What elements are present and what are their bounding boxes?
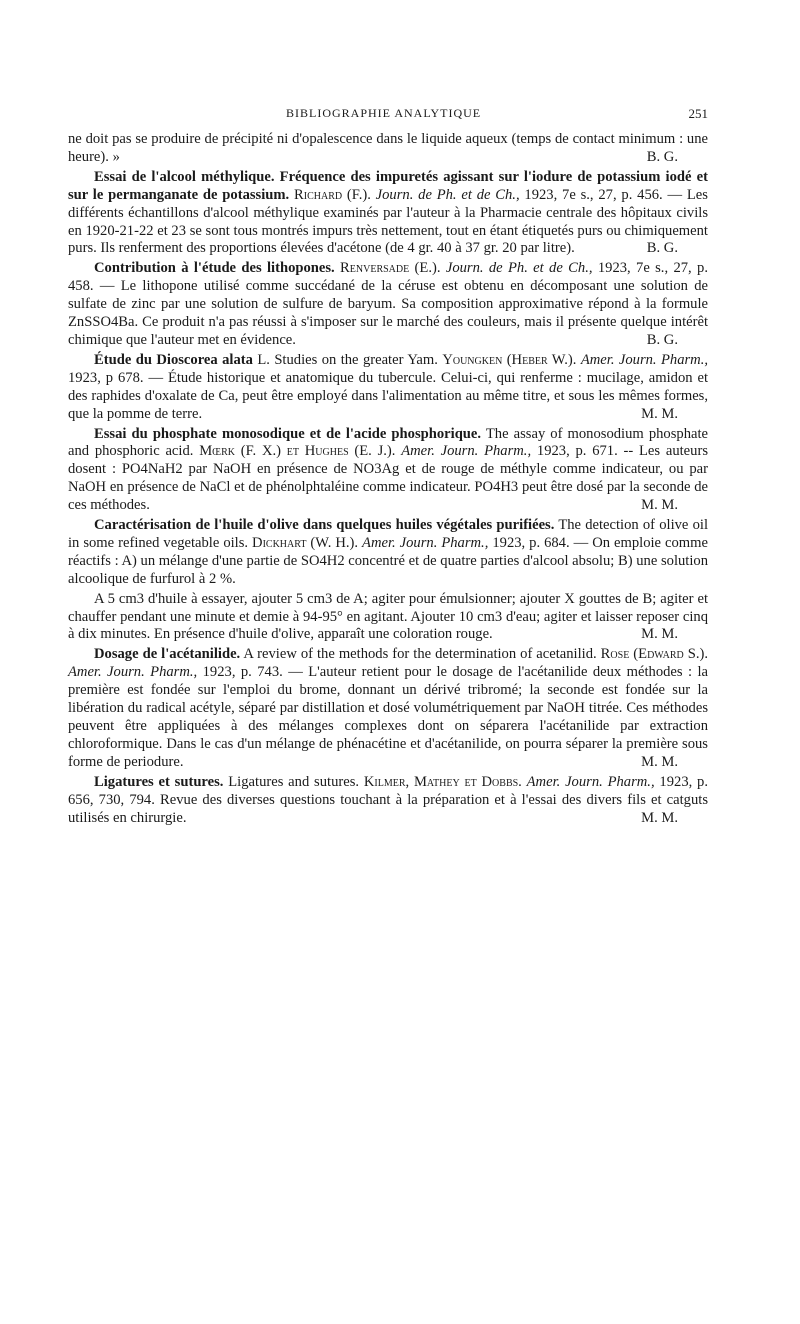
entry-authors: Richard (F.). — [294, 186, 371, 203]
entry-title: Dosage de l'acétanilide. — [94, 646, 241, 663]
entry-authors: Dickhart (W. H.). — [252, 534, 359, 551]
entry-title: Ligatures et sutures. — [94, 773, 224, 790]
entry-journal: Amer. Journ. Pharm., — [580, 351, 709, 368]
bibliography-entry-continued — [68, 591, 708, 645]
bibliography-entry — [68, 517, 708, 589]
entry-journal: Journ. de Ph. et de Ch., — [375, 186, 520, 203]
entry-signature: B. G. — [646, 331, 678, 348]
bibliography-entry — [68, 352, 708, 424]
entry-abstract: — L'auteur retient pour le dosage de l'acétanilide deux méthodes : la première est fondée sur l'emploi du brome, donnant un dérivé tribromé; la seconde est fondée sur la libération du radical acétyle, séparé par distillation et dosé volumétriquement par NaOH titrée. Ces méthodes peuvent être appliquées à des mélanges complexes dont on séparera l'acétanilide par extraction chloroformique. Dans le cas d'un mélange de phénacétine et d'acétanilide, on pourra séparer la première sous forme de periodure. — [68, 664, 708, 770]
entry-title-rest: Ligatures and sutures. — [228, 773, 360, 790]
entry-title: Essai de l'alcool méthylique. Fréquence des impuretés agissant sur l'iodure de potassium iodé et sur le permanganate de potassium. — [68, 168, 708, 203]
entry-title-rest: The assay of monosodium phosphate and phosphoric acid. — [68, 425, 708, 460]
entry-abstract-continued: A 5 cm3 d'huile à essayer, ajouter 5 cm3 de A; agiter pour émulsionner; ajouter X gouttes de B; agiter et chauffer pendant une minute et demie à 94-95° en agitant. Ajouter 10 cm3 d'eau; agiter et laisser reposer cinq à dix minutes. En présence d'huile d'olive, apparaît une coloration rouge. — [68, 590, 708, 643]
bibliography-entry — [68, 774, 708, 828]
entry-signature: M. M. — [641, 753, 678, 770]
bibliography-entry — [68, 169, 708, 259]
entry-citation: 1923, 7e s., 27, p. 458. — [68, 260, 708, 295]
entry-citation: 1923, p. 656, 730, 794. — [68, 773, 709, 808]
entry-signature: M. M. — [641, 626, 678, 643]
bibliography-entry — [68, 426, 708, 516]
entry-abstract: — Étude historique et anatomique du tubercule. Celui-ci, qui renferme : mucilage, amidon et des raphides d'oxalate de Ca, peut être employé dans l'alimentation au même titre, et sous les mêmes formes, que la pomme de terre. — [68, 369, 708, 422]
entry-journal: Amer. Journ. Pharm., — [362, 534, 489, 551]
entry-title: Caractérisation de l'huile d'olive dans quelques huiles végétales purifiées. — [94, 517, 555, 534]
entry-abstract: — Le lithopone utilisé comme succédané de la céruse est obtenu en décomposant une solution de sulfate de zinc par une solution de sulfure de baryum. Sa composition approximative répond à la formule ZnSSO4Ba. Ce produit n'a pas réussi à s'imposer sur le marché des couleurs, mais il présente quelque intérêt chimique que l'auteur met en évidence. — [68, 278, 708, 348]
entry-citation: 1923, p. 743. — [202, 664, 283, 681]
entry-abstract: Revue des diverses questions touchant à la préparation et à l'essai des divers fils et catguts utilisés en chirurgie. — [68, 791, 709, 826]
page-number: 251 — [688, 106, 708, 121]
running-header — [68, 106, 708, 122]
entry-title-rest: L. Studies on the greater Yam. — [257, 351, 438, 368]
entry-signature: M. M. — [641, 809, 678, 826]
entry-journal: Journ. de Ph. et de Ch., — [445, 260, 593, 277]
entry-authors: Youngken (Heber W.). — [442, 351, 577, 368]
entry-signature: B. G. — [646, 148, 678, 165]
entry-authors: Kilmer, Mathey et Dobbs. — [363, 773, 522, 790]
running-title: BIBLIOGRAPHIE ANALYTIQUE — [286, 106, 482, 120]
entry-citation: 1923, p. 671. — [536, 443, 618, 460]
entry-citation: 1923, 7e s., 27, p. 456. — [524, 186, 663, 203]
entry-signature: M. M. — [641, 497, 678, 514]
entry-title: Étude du Dioscorea alata — [94, 351, 253, 368]
entry-title-rest: A review of the methods for the determination of acetanilid. — [243, 646, 597, 663]
bibliography-entry — [68, 646, 708, 771]
entry-signature: M. M. — [641, 405, 678, 422]
entry-abstract: -- Les auteurs dosent : PO4NaH2 par NaOH en présence de NO3Ag et de rouge de méthyle comme indicateur, ou par NaOH en présence de NaCl et de phénolphtaléine comme indicateur. PO4H3 peut être dosé par la seconde de ces méthodes. — [68, 443, 708, 514]
entry-title-rest: The detection of olive oil in some refined vegetable oils. — [68, 517, 709, 551]
bibliography-entry — [68, 260, 708, 350]
entry-citation: 1923, p 678. — [68, 369, 144, 386]
bibliography-body — [68, 131, 708, 827]
entry-abstract: ne doit pas se produire de précipité ni d'opalescence dans le liquide aqueux (temps de contact minimum : une heure). » — [68, 131, 708, 165]
entry-title: Essai du phosphate monosodique et de l'acide phosphorique. — [94, 425, 482, 442]
entry-signature: B. G. — [646, 240, 678, 257]
entry-journal: Amer. Journ. Pharm., — [526, 773, 655, 790]
bibliography-entry — [68, 131, 708, 167]
entry-authors: Renversade (E.). — [340, 260, 441, 277]
entry-abstract: — On emploie comme réactifs : A) un mélange d'une partie de SO4H2 concentré et de quatre parties d'alcool absolu; B) une solution alcoolique de furfurol à 2 %. — [68, 534, 708, 587]
entry-title: Contribution à l'étude des lithopones. — [94, 260, 335, 277]
entry-citation: 1923, p. 684. — [492, 534, 570, 551]
entry-abstract: — Les différents échantillons d'alcool méthylique examinés par l'auteur à la Pharmacie centrale des hôpitaux civils en 1920-21-22 et 23 se sont tous montrés impurs très nettement, tout en étant étiquetés purs ou chimiquement purs. Ils renferment des proportions élevées d'acétone (de 4 gr. 40 à 37 gr. 20 par litre). — [68, 186, 708, 257]
entry-authors: Mœrk (F. X.) et Hughes (E. J.). — [199, 443, 396, 460]
entry-authors: Rose (Edward S.). — [600, 646, 708, 663]
entry-journal: Amer. Journ. Pharm., — [401, 443, 532, 460]
entry-journal: Amer. Journ. Pharm., — [68, 664, 198, 681]
